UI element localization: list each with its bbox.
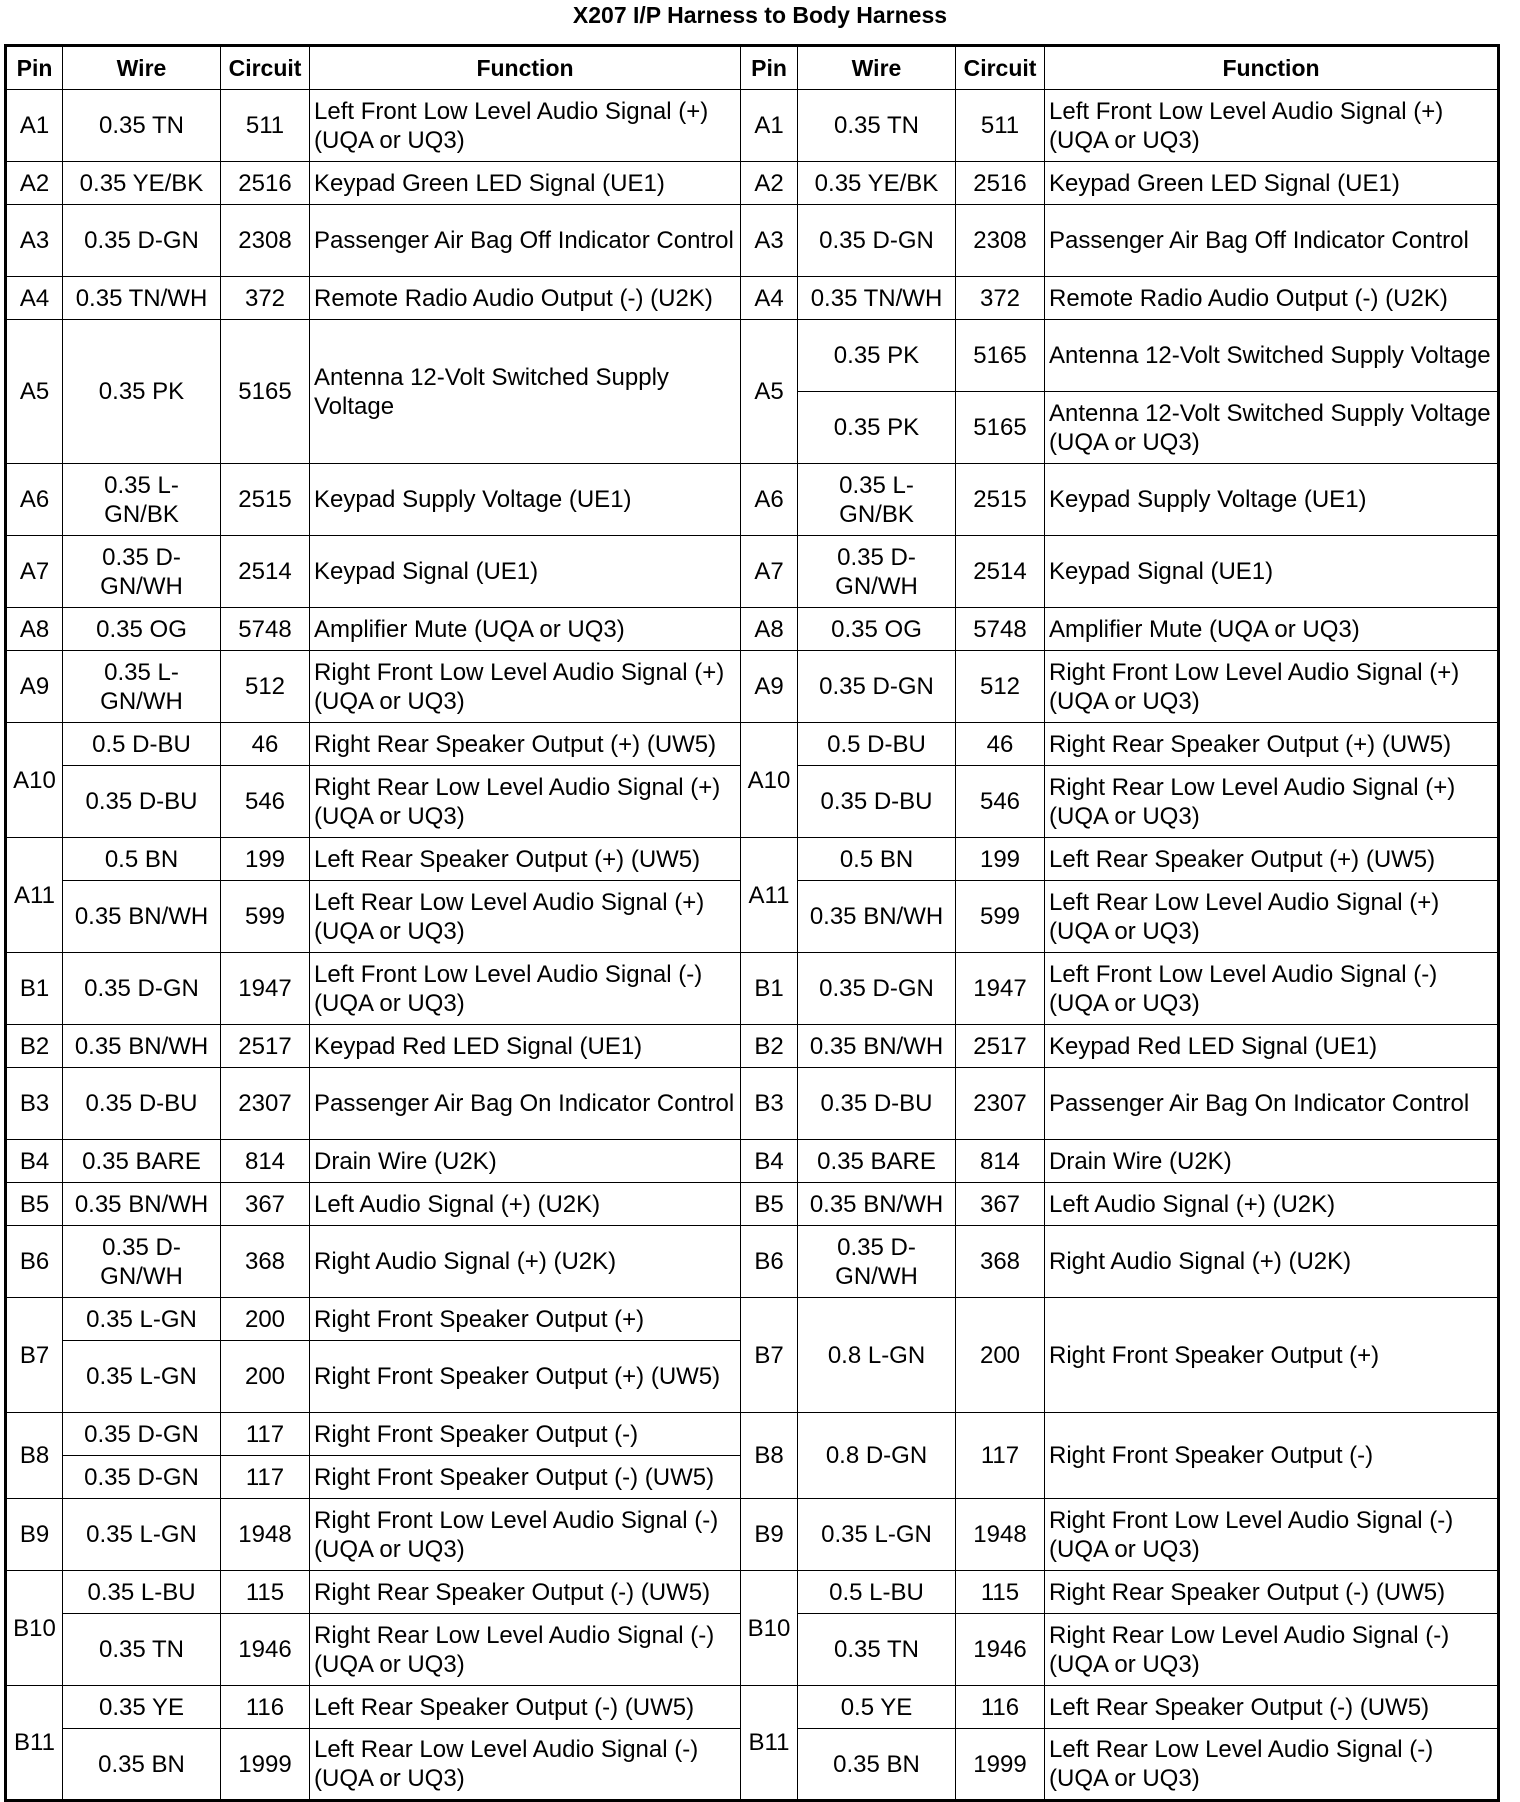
- circuit-cell: 546: [956, 766, 1045, 838]
- table-row: [6, 1499, 1499, 1571]
- pin-cell: A2: [6, 162, 63, 205]
- function-cell: Keypad Signal (UE1): [1045, 536, 1499, 608]
- function-cell: Right Rear Speaker Output (-) (UW5): [310, 1571, 741, 1614]
- wire-cell: 0.35 D-GN: [63, 953, 221, 1025]
- pin-cell: B7: [741, 1298, 798, 1413]
- table-row: [6, 277, 1499, 320]
- table-row: [6, 1226, 1499, 1298]
- function-cell: Left Audio Signal (+) (U2K): [310, 1183, 741, 1226]
- pin-cell: B5: [6, 1183, 63, 1226]
- function-cell: Left Audio Signal (+) (U2K): [1045, 1183, 1499, 1226]
- circuit-cell: 1947: [956, 953, 1045, 1025]
- circuit-cell: 1946: [221, 1614, 310, 1686]
- wire-cell: 0.35 D-BU: [798, 1068, 956, 1140]
- wire-cell: 0.35 TN: [63, 90, 221, 162]
- circuit-cell: 117: [221, 1413, 310, 1456]
- circuit-cell: 2515: [221, 464, 310, 536]
- wire-cell: 0.35 L-GN: [63, 1499, 221, 1571]
- circuit-cell: 1948: [221, 1499, 310, 1571]
- circuit-cell: 1948: [956, 1499, 1045, 1571]
- header-wire: Wire: [63, 46, 221, 90]
- function-cell: Left Rear Low Level Audio Signal (-) (UQA or UQ3): [310, 1729, 741, 1801]
- wire-cell: 0.5 BN: [63, 838, 221, 881]
- function-cell: Right Rear Speaker Output (+) (UW5): [1045, 723, 1499, 766]
- wire-cell: 0.35 BARE: [63, 1140, 221, 1183]
- wire-cell: 0.35 L-GN: [63, 1298, 221, 1341]
- wire-cell: 0.35 YE/BK: [63, 162, 221, 205]
- function-cell: Right Rear Speaker Output (+) (UW5): [310, 723, 741, 766]
- function-cell: Keypad Red LED Signal (UE1): [1045, 1025, 1499, 1068]
- table-row: [6, 651, 1499, 723]
- circuit-cell: 2514: [956, 536, 1045, 608]
- wire-cell: 0.35 BN/WH: [63, 881, 221, 953]
- circuit-cell: 46: [221, 723, 310, 766]
- function-cell: Right Front Speaker Output (+): [1045, 1298, 1499, 1413]
- function-cell: Left Rear Low Level Audio Signal (+) (UQA or UQ3): [310, 881, 741, 953]
- circuit-cell: 1946: [956, 1614, 1045, 1686]
- circuit-cell: 2307: [956, 1068, 1045, 1140]
- pin-cell: B2: [741, 1025, 798, 1068]
- wire-cell: 0.35 BARE: [798, 1140, 956, 1183]
- wire-cell: 0.35 L-GN: [798, 1499, 956, 1571]
- pin-cell: A6: [741, 464, 798, 536]
- circuit-cell: 5165: [956, 392, 1045, 464]
- pin-cell: A6: [6, 464, 63, 536]
- table-row: [6, 205, 1499, 277]
- circuit-cell: 2308: [221, 205, 310, 277]
- harness-pinout-table: [4, 44, 1500, 1802]
- pin-cell: B4: [6, 1140, 63, 1183]
- circuit-cell: 117: [956, 1413, 1045, 1499]
- wire-cell: 0.35 D-GN: [798, 651, 956, 723]
- wire-cell: 0.35 YE: [63, 1686, 221, 1729]
- function-cell: Antenna 12-Volt Switched Supply Voltage: [1045, 320, 1499, 392]
- circuit-cell: 200: [221, 1298, 310, 1341]
- function-cell: Right Front Speaker Output (-) (UW5): [310, 1456, 741, 1499]
- circuit-cell: 367: [221, 1183, 310, 1226]
- circuit-cell: 5165: [956, 320, 1045, 392]
- function-cell: Keypad Green LED Signal (UE1): [310, 162, 741, 205]
- pin-cell: A2: [741, 162, 798, 205]
- circuit-cell: 2516: [221, 162, 310, 205]
- table-row: [6, 1298, 1499, 1341]
- function-cell: Left Front Low Level Audio Signal (+) (UQA or UQ3): [310, 90, 741, 162]
- function-cell: Left Front Low Level Audio Signal (-) (UQA or UQ3): [310, 953, 741, 1025]
- header-circuit: Circuit: [221, 46, 310, 90]
- wire-cell: 0.35 PK: [798, 320, 956, 392]
- circuit-cell: 511: [956, 90, 1045, 162]
- circuit-cell: 2514: [221, 536, 310, 608]
- circuit-cell: 199: [956, 838, 1045, 881]
- wire-cell: 0.35 D-GN/WH: [798, 1226, 956, 1298]
- wire-cell: 0.35 BN/WH: [798, 1025, 956, 1068]
- function-cell: Antenna 12-Volt Switched Supply Voltage: [310, 320, 741, 464]
- function-cell: Passenger Air Bag On Indicator Control: [310, 1068, 741, 1140]
- table-row: [6, 1068, 1499, 1140]
- pin-cell: A7: [741, 536, 798, 608]
- function-cell: Right Front Low Level Audio Signal (+) (UQA or UQ3): [1045, 651, 1499, 723]
- function-cell: Right Front Low Level Audio Signal (-) (UQA or UQ3): [310, 1499, 741, 1571]
- wire-cell: 0.35 BN/WH: [798, 881, 956, 953]
- circuit-cell: 2517: [956, 1025, 1045, 1068]
- wire-cell: 0.35 L-GN/WH: [63, 651, 221, 723]
- circuit-cell: 200: [221, 1341, 310, 1413]
- pin-cell: B4: [741, 1140, 798, 1183]
- table-row: [6, 162, 1499, 205]
- circuit-cell: 116: [221, 1686, 310, 1729]
- function-cell: Right Audio Signal (+) (U2K): [310, 1226, 741, 1298]
- table-row: [6, 536, 1499, 608]
- circuit-cell: 2516: [956, 162, 1045, 205]
- pin-cell: B7: [6, 1298, 63, 1413]
- pin-cell: B11: [741, 1686, 798, 1801]
- pin-cell: A5: [741, 320, 798, 464]
- wire-cell: 0.35 D-BU: [63, 1068, 221, 1140]
- function-cell: Keypad Supply Voltage (UE1): [1045, 464, 1499, 536]
- pin-cell: A3: [741, 205, 798, 277]
- wire-cell: 0.35 PK: [798, 392, 956, 464]
- wire-cell: 0.35 D-GN: [63, 1413, 221, 1456]
- wire-cell: 0.35 L-GN/BK: [798, 464, 956, 536]
- wire-cell: 0.35 D-BU: [63, 766, 221, 838]
- pin-cell: A4: [6, 277, 63, 320]
- function-cell: Left Front Low Level Audio Signal (+) (UQA or UQ3): [1045, 90, 1499, 162]
- wire-cell: 0.5 L-BU: [798, 1571, 956, 1614]
- pin-cell: A4: [741, 277, 798, 320]
- function-cell: Keypad Green LED Signal (UE1): [1045, 162, 1499, 205]
- pin-cell: A10: [6, 723, 63, 838]
- wire-cell: 0.35 TN: [798, 90, 956, 162]
- circuit-cell: 599: [956, 881, 1045, 953]
- wire-cell: 0.35 YE/BK: [798, 162, 956, 205]
- function-cell: Left Rear Speaker Output (-) (UW5): [310, 1686, 741, 1729]
- header-row: [6, 46, 1499, 90]
- pin-cell: B1: [6, 953, 63, 1025]
- table-row: [6, 608, 1499, 651]
- circuit-cell: 116: [956, 1686, 1045, 1729]
- wire-cell: 0.35 TN/WH: [63, 277, 221, 320]
- circuit-cell: 372: [221, 277, 310, 320]
- function-cell: Passenger Air Bag Off Indicator Control: [310, 205, 741, 277]
- circuit-cell: 1947: [221, 953, 310, 1025]
- pin-cell: B8: [741, 1413, 798, 1499]
- wire-cell: 0.35 L-GN/BK: [63, 464, 221, 536]
- pin-cell: B9: [741, 1499, 798, 1571]
- header-wire: Wire: [798, 46, 956, 90]
- wire-cell: 0.35 D-BU: [798, 766, 956, 838]
- pin-cell: A11: [6, 838, 63, 953]
- table-body: [6, 90, 1499, 1801]
- circuit-cell: 372: [956, 277, 1045, 320]
- wire-cell: 0.5 D-BU: [63, 723, 221, 766]
- function-cell: Left Rear Low Level Audio Signal (-) (UQA or UQ3): [1045, 1729, 1499, 1801]
- table-row: [6, 838, 1499, 881]
- pin-cell: B6: [741, 1226, 798, 1298]
- table-row: [6, 1183, 1499, 1226]
- pin-cell: B2: [6, 1025, 63, 1068]
- wire-cell: 0.35 D-GN: [798, 205, 956, 277]
- pin-cell: B9: [6, 1499, 63, 1571]
- pin-cell: A3: [6, 205, 63, 277]
- function-cell: Left Rear Speaker Output (+) (UW5): [1045, 838, 1499, 881]
- circuit-cell: 599: [221, 881, 310, 953]
- table-row: [6, 320, 1499, 392]
- pin-cell: B10: [741, 1571, 798, 1686]
- function-cell: Drain Wire (U2K): [1045, 1140, 1499, 1183]
- table-row: [6, 1025, 1499, 1068]
- circuit-cell: 546: [221, 766, 310, 838]
- table-row: [6, 90, 1499, 162]
- wire-cell: 0.35 D-GN: [63, 205, 221, 277]
- circuit-cell: 1999: [221, 1729, 310, 1801]
- table-row: [6, 1686, 1499, 1729]
- circuit-cell: 200: [956, 1298, 1045, 1413]
- circuit-cell: 5748: [956, 608, 1045, 651]
- circuit-cell: 5165: [221, 320, 310, 464]
- wire-cell: 0.35 TN: [798, 1614, 956, 1686]
- header-function: Function: [310, 46, 741, 90]
- wire-cell: 0.35 L-GN: [63, 1341, 221, 1413]
- pin-cell: A9: [741, 651, 798, 723]
- pin-cell: B5: [741, 1183, 798, 1226]
- circuit-cell: 367: [956, 1183, 1045, 1226]
- wire-cell: 0.35 OG: [63, 608, 221, 651]
- function-cell: Right Rear Speaker Output (-) (UW5): [1045, 1571, 1499, 1614]
- circuit-cell: 368: [956, 1226, 1045, 1298]
- function-cell: Amplifier Mute (UQA or UQ3): [1045, 608, 1499, 651]
- circuit-cell: 199: [221, 838, 310, 881]
- pin-cell: B11: [6, 1686, 63, 1801]
- circuit-cell: 368: [221, 1226, 310, 1298]
- function-cell: Left Rear Speaker Output (+) (UW5): [310, 838, 741, 881]
- wire-cell: 0.35 BN/WH: [63, 1025, 221, 1068]
- wire-cell: 0.35 TN/WH: [798, 277, 956, 320]
- wire-cell: 0.35 PK: [63, 320, 221, 464]
- function-cell: Right Front Speaker Output (-): [1045, 1413, 1499, 1499]
- pin-cell: B3: [6, 1068, 63, 1140]
- pin-cell: A11: [741, 838, 798, 953]
- circuit-cell: 511: [221, 90, 310, 162]
- table-row: [6, 723, 1499, 766]
- circuit-cell: 117: [221, 1456, 310, 1499]
- function-cell: Passenger Air Bag On Indicator Control: [1045, 1068, 1499, 1140]
- wire-cell: 0.35 L-BU: [63, 1571, 221, 1614]
- circuit-cell: 2307: [221, 1068, 310, 1140]
- function-cell: Left Rear Speaker Output (-) (UW5): [1045, 1686, 1499, 1729]
- wire-cell: 0.35 D-GN/WH: [63, 536, 221, 608]
- function-cell: Keypad Signal (UE1): [310, 536, 741, 608]
- wire-cell: 0.35 BN: [63, 1729, 221, 1801]
- pin-cell: B3: [741, 1068, 798, 1140]
- function-cell: Right Front Low Level Audio Signal (+) (UQA or UQ3): [310, 651, 741, 723]
- function-cell: Passenger Air Bag Off Indicator Control: [1045, 205, 1499, 277]
- header-pin: Pin: [741, 46, 798, 90]
- function-cell: Left Front Low Level Audio Signal (-) (UQA or UQ3): [1045, 953, 1499, 1025]
- circuit-cell: 115: [221, 1571, 310, 1614]
- function-cell: Right Rear Low Level Audio Signal (+) (UQA or UQ3): [310, 766, 741, 838]
- table-row: [6, 1140, 1499, 1183]
- wire-cell: 0.8 D-GN: [798, 1413, 956, 1499]
- table-row: [6, 464, 1499, 536]
- function-cell: Antenna 12-Volt Switched Supply Voltage (UQA or UQ3): [1045, 392, 1499, 464]
- wire-cell: 0.5 YE: [798, 1686, 956, 1729]
- function-cell: Keypad Red LED Signal (UE1): [310, 1025, 741, 1068]
- wire-cell: 0.35 BN/WH: [63, 1183, 221, 1226]
- pin-cell: A5: [6, 320, 63, 464]
- pin-cell: A7: [6, 536, 63, 608]
- table-row: [6, 1413, 1499, 1456]
- function-cell: Remote Radio Audio Output (-) (U2K): [1045, 277, 1499, 320]
- pin-cell: A1: [6, 90, 63, 162]
- function-cell: Right Front Low Level Audio Signal (-) (UQA or UQ3): [1045, 1499, 1499, 1571]
- wire-cell: 0.35 BN: [798, 1729, 956, 1801]
- pin-cell: A9: [6, 651, 63, 723]
- circuit-cell: 512: [221, 651, 310, 723]
- wire-cell: 0.35 TN: [63, 1614, 221, 1686]
- circuit-cell: 115: [956, 1571, 1045, 1614]
- wire-cell: 0.5 BN: [798, 838, 956, 881]
- table-row: [6, 953, 1499, 1025]
- circuit-cell: 2515: [956, 464, 1045, 536]
- wire-cell: 0.35 OG: [798, 608, 956, 651]
- wire-cell: 0.35 D-GN: [798, 953, 956, 1025]
- pin-cell: A10: [741, 723, 798, 838]
- function-cell: Amplifier Mute (UQA or UQ3): [310, 608, 741, 651]
- circuit-cell: 2308: [956, 205, 1045, 277]
- circuit-cell: 512: [956, 651, 1045, 723]
- pin-cell: B6: [6, 1226, 63, 1298]
- circuit-cell: 2517: [221, 1025, 310, 1068]
- pin-cell: B10: [6, 1571, 63, 1686]
- circuit-cell: 46: [956, 723, 1045, 766]
- circuit-cell: 5748: [221, 608, 310, 651]
- pin-cell: B8: [6, 1413, 63, 1499]
- wire-cell: 0.8 L-GN: [798, 1298, 956, 1413]
- function-cell: Right Rear Low Level Audio Signal (-) (UQA or UQ3): [310, 1614, 741, 1686]
- circuit-cell: 814: [956, 1140, 1045, 1183]
- pin-cell: A8: [741, 608, 798, 651]
- pin-cell: A8: [6, 608, 63, 651]
- function-cell: Right Rear Low Level Audio Signal (+) (UQA or UQ3): [1045, 766, 1499, 838]
- wire-cell: 0.35 D-GN/WH: [63, 1226, 221, 1298]
- function-cell: Right Rear Low Level Audio Signal (-) (UQA or UQ3): [1045, 1614, 1499, 1686]
- header-circuit: Circuit: [956, 46, 1045, 90]
- header-function: Function: [1045, 46, 1499, 90]
- function-cell: Right Front Speaker Output (-): [310, 1413, 741, 1456]
- wire-cell: 0.35 BN/WH: [798, 1183, 956, 1226]
- pin-cell: A1: [741, 90, 798, 162]
- wire-cell: 0.5 D-BU: [798, 723, 956, 766]
- table-row: [6, 1571, 1499, 1614]
- circuit-cell: 814: [221, 1140, 310, 1183]
- page-title: X207 I/P Harness to Body Harness: [572, 2, 948, 28]
- circuit-cell: 1999: [956, 1729, 1045, 1801]
- function-cell: Right Front Speaker Output (+) (UW5): [310, 1341, 741, 1413]
- wire-cell: 0.35 D-GN/WH: [798, 536, 956, 608]
- function-cell: Right Audio Signal (+) (U2K): [1045, 1226, 1499, 1298]
- function-cell: Drain Wire (U2K): [310, 1140, 741, 1183]
- function-cell: Right Front Speaker Output (+): [310, 1298, 741, 1341]
- wire-cell: 0.35 D-GN: [63, 1456, 221, 1499]
- header-pin: Pin: [6, 46, 63, 90]
- pin-cell: B1: [741, 953, 798, 1025]
- function-cell: Left Rear Low Level Audio Signal (+) (UQA or UQ3): [1045, 881, 1499, 953]
- function-cell: Remote Radio Audio Output (-) (U2K): [310, 277, 741, 320]
- function-cell: Keypad Supply Voltage (UE1): [310, 464, 741, 536]
